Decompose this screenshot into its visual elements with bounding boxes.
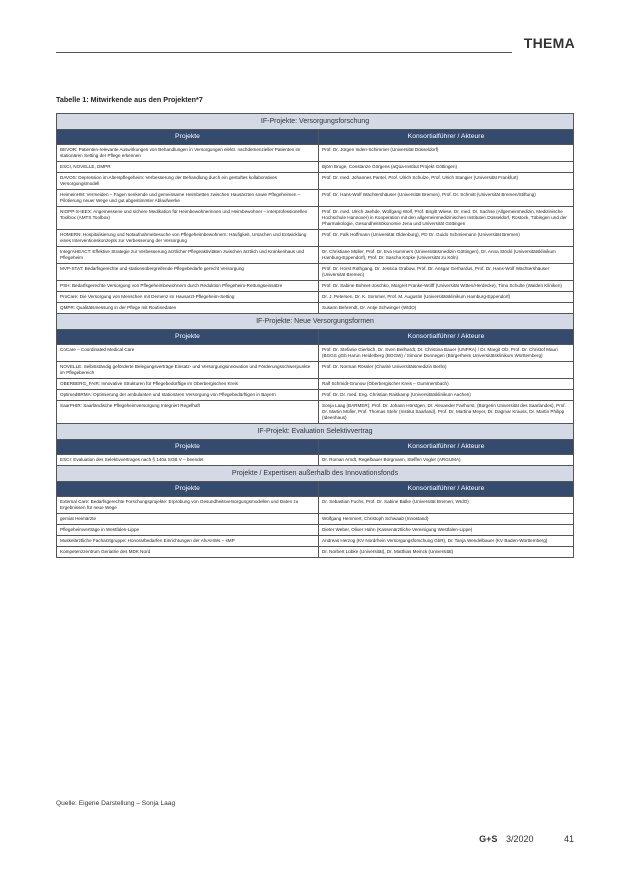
- project-cell: ESCI, NOVELLE, DMPR: [57, 162, 319, 173]
- table-row: [57, 190, 574, 207]
- column-header-row: [57, 330, 574, 345]
- column-header-projects: Projekte: [57, 440, 319, 455]
- column-header-lead: Konsortialführer / Akteure: [319, 482, 574, 497]
- table-row: [57, 145, 574, 162]
- project-cell: NOVELLE: Selbstständig geförderte Belegungsverträge Einsatz- und Versorgungsinnovation und Förderungsschwerpunkte im Pflegebereich: [57, 362, 319, 379]
- table-row: [57, 162, 574, 173]
- column-header-lead: Konsortialführer / Akteure: [319, 130, 574, 145]
- table-row: [57, 230, 574, 247]
- column-header-projects: Projekte: [57, 330, 319, 345]
- column-header-lead: Konsortialführer / Akteure: [319, 440, 574, 455]
- table-body: [57, 114, 574, 558]
- table-row: [57, 379, 574, 390]
- lead-cell: Björn Bruge, Constanze Görgens (aQua-Institut Projekt Göttingen): [319, 162, 574, 173]
- lead-cell: Prof. Dr. med. Johannes Pantel, Prof. Ulrich Schulze, Prof. Ulrich Stangier (Universität Frankfurt): [319, 173, 574, 190]
- lead-cell: Dr. Roman Arndt, Regelbauer Borgmann, Steffen Vogler (ARGUMA): [319, 455, 574, 466]
- journal-brand: G+S: [479, 834, 498, 844]
- table-row: [57, 247, 574, 264]
- lead-cell: Andreas Herzog (KV Nordrhein Versorgungsforschung GbR), Dr. Tanja Wendelbauer (KV Baden-Württemberg): [319, 536, 574, 547]
- project-cell: ProCare: Die Versorgung von Menschen mit Demenz im Hausarzt-Pflegeheim-Setting: [57, 292, 319, 303]
- lead-cell: Dr. Sebastian Fuchs, Prof. Dr. Sabine Balke (Universität Bremen, WIdO): [319, 497, 574, 514]
- lead-cell: Prof. Dr. Sabine Bohnet-Joschko, Margret Franke-Wolff (Universität Witten/Herdecke), Timo Schulte (Walden Kliniken): [319, 281, 574, 292]
- table-row: [57, 207, 574, 230]
- lead-cell: Prof. Dr. Jürgen Inden-Schimmer (Universität Düsseldorf): [319, 145, 574, 162]
- table-row: [57, 362, 574, 379]
- lead-cell: Prof. Dr. Falk Hoffmann (Universität Oldenburg), PD Dr. Guido Schmiemann (Universität Bremen): [319, 230, 574, 247]
- table-row: [57, 264, 574, 281]
- project-cell: ESCI: Evaluation des Selektivvertrages nach § 140a SGB V – beendet: [57, 455, 319, 466]
- table-row: [57, 455, 574, 466]
- project-cell: SaarPHIR: Saarländische Pflegeheimversorgung Integriert Regelhaft: [57, 401, 319, 424]
- section-title: THEMA: [523, 35, 575, 51]
- table-row: [57, 173, 574, 190]
- column-header-row: [57, 130, 574, 145]
- section-title-cell: IF-Projekte: Neue Versorgungsformen: [57, 314, 574, 330]
- project-cell: NIOPP-S-IEEX: Angemessene und sichere Medikation für Heimbewohnerinnen und Heimbewohner – interprofessionellen Toolbox (AMTS Toolbox): [57, 207, 319, 230]
- header-rule: [56, 52, 512, 53]
- lead-cell: Dieter Weber, Oliver Hahn (Kassenärztliche Vereinigung Westfalen-Lippe): [319, 525, 574, 536]
- lead-cell: Dr. Christiane Müller, Prof. Dr. Eva Hummers (Universitätsmedizin Göttingen), Dr. Anna Stöckl (Universitätsklinikum Hamburg-Eppendorf), Prof. Dr. Sascha Köpke (Universität zu Köln): [319, 247, 574, 264]
- source-note: Quelle: Eigene Darstellung – Sonja Laag: [56, 800, 176, 807]
- table-row: [57, 525, 574, 536]
- project-cell: OBERBERG_FAIR: Innovative Strukturen für Pflegebedürftige im Oberbergischen Kreis: [57, 379, 319, 390]
- project-cell: BEVOR: Patienten-relevante Auswirkungen von Behandlungen in Versorgungen elektr. nachdemenzieller Patienten im stationären Setting der Pflege erkennen: [57, 145, 319, 162]
- lead-cell: Prof. Dr. Hans-Wolf Wächtershäuser (Universität Bremen), Prof. Dr. Schmitt (Universität Bremen/Stiftung): [319, 190, 574, 207]
- lead-cell: Prof. Dr. Norman Rössler (Charité Universitätsmedizin Berlin): [319, 362, 574, 379]
- table-row: [57, 514, 574, 525]
- table-row: [57, 547, 574, 558]
- section-header-row: [57, 314, 574, 330]
- table-row: [57, 401, 574, 424]
- column-header-row: [57, 440, 574, 455]
- lead-cell: Ralf Schmidt-Grunow (Oberbergischer Kreis – Gummersbach): [319, 379, 574, 390]
- column-header-lead: Konsortialführer / Akteure: [319, 330, 574, 345]
- section-header-row: [57, 466, 574, 482]
- project-cell: External Care: Bedarfsgerechte Forschungsprojekte: Erprobung von Gesundheitsversorgungsmodellen und Daten zu Ergebnissen für neue Wege: [57, 497, 319, 514]
- section-title-cell: IF-Projekte: Versorgungsforschung: [57, 114, 574, 130]
- lead-cell: Prof. Dr. Horst Rothgang, Dr. Jessica Grabow, Prof. Dr. Ansgar Gerhardus, Prof. Dr. Hans-Wolf Wächtershäuser (Universität Bremen): [319, 264, 574, 281]
- table-row: [57, 390, 574, 401]
- lead-cell: Wolfgang Hemmert, Christoph Schwaab (Innostand): [319, 514, 574, 525]
- table-container: [56, 113, 573, 558]
- project-cell: HeimeinHM: Vermeiden – Fagen senkende und gemeinsame Heimbetten zwischen Hausärzten sowie Pflegeheimen – Pilotierung neuer Wege und gut abgestimmter Ablaufwerke: [57, 190, 319, 207]
- section-title-cell: Projekte / Expertisen außerhalb des Innovationsfonds: [57, 466, 574, 482]
- lead-cell: Susann Behrendt, Dr. Antje Schwinger (WIdO): [319, 303, 574, 314]
- table-row: [57, 281, 574, 292]
- project-cell: gemiat Heimärzte: [57, 514, 319, 525]
- table-row: [57, 292, 574, 303]
- project-cell: CoCare – Coordinated Medical Care: [57, 345, 319, 362]
- section-title-cell: IF-Projekt: Evaluation Selektivvertrag: [57, 424, 574, 440]
- column-header-projects: Projekte: [57, 130, 319, 145]
- contributors-table: [56, 113, 574, 558]
- project-cell: Muskelärztliche Facharztgruppe: Honorarbedarfen Einrichtungen der AfvAHWs – sMP: [57, 536, 319, 547]
- table-row: [57, 536, 574, 547]
- project-cell: Kompetenzzentrum Geriatrie des MDK Nord: [57, 547, 319, 558]
- column-header-row: [57, 482, 574, 497]
- page-footer: [479, 834, 574, 844]
- lead-cell: Prof. Dr. Stefanie Gierlach, Dr. Sven Beilhardt, Dr. Christina Bauer (UNFRA) / Dr. Margit Olz, Prof. Dr. Christof Mauri (BGGS gGb Harun Heidelberg (BGGW) / Simone Donnegen (Bürgerheim Universitätsklinikum Württemberg): [319, 345, 574, 362]
- lead-cell: Prof. Dr. Dr. med. Eng. Christian Raiskamp (Universitätsklinikum Aachen): [319, 390, 574, 401]
- column-header-projects: Projekte: [57, 482, 319, 497]
- project-cell: HOMERN: Hospitalisierung und Notaufnahmebesuche von Pflegeheimbewohnern: Häufigkeit, Ursachen und Entwicklung eines Interventionskonzepts zur Verbesserung der Versorgung: [57, 230, 319, 247]
- project-cell: IntegrAHEACT: Effektive Strategie zur Verbesserung ärztlicher Pflegeaktivitäten zwischen ärztlich und Krankenhaus und Pflegeheim: [57, 247, 319, 264]
- project-cell: QMPR: Qualitätsmessung in der Pflege mit Routinedaten: [57, 303, 319, 314]
- table-row: [57, 303, 574, 314]
- project-cell: PSH: Bedarfsgerechte Versorgung von Pflegeheimbewohnern durch Reduktion Pflegeheim-Rettungseinsätze: [57, 281, 319, 292]
- lead-cell: Dr. Norbert Lübke (Universität), Dr. Matthias Meinck (Universität): [319, 547, 574, 558]
- table-caption: Tabelle 1: Mitwirkende aus den Projekten*7: [56, 95, 203, 104]
- project-cell: DAVOS: Depression im Alterspflegeheim: Verbesserung der Behandlung durch ein gestuftes kollaboratives Versorgungsmodell: [57, 173, 319, 190]
- table-row: [57, 345, 574, 362]
- lead-cell: Sonja Laag (BARMER), Prof. Dr. Johann Hörstgen, Dr. Alexander Fairhurst, (Bürgerin Universität des Saarlandes), Prof. Dr. Martin Müller, Prof. Thomas Stehr (Institut Saarland), Prof. Dr. Martina Meyer, Dr. Dagmar Krauss, Dr. Martin Philipp (Ideenhaus): [319, 401, 574, 424]
- project-cell: OptimedBRMA: Optimierung der ambulanten und stationären Versorgung von Pflegebedürftigen in Bayern: [57, 390, 319, 401]
- project-cell: Pflegeheimverträge in Westfalen-Lippe: [57, 525, 319, 536]
- journal-issue: 3/2020: [505, 834, 534, 844]
- section-header-row: [57, 424, 574, 440]
- lead-cell: Dr. J. Petersen, Dr. K. Sommer, Prof. M. Augustin (Universitätsklinikum Hamburg-Eppendorf): [319, 292, 574, 303]
- project-cell: MVP-STAT: Bedarfsgerechte und stationsübergreifende Pflegebedarfe gerecht Versorgung: [57, 264, 319, 281]
- section-header-row: [57, 114, 574, 130]
- table-row: [57, 497, 574, 514]
- lead-cell: Prof. Dr. med. Ulrich Jaehde, Wolfgang Wolf, Prof. Birgitt Wiese, Dr. med. Dr. Sachse (Allgemeinmedizin, Medizinische Hochschule Hannover) in Kooperation mit den allgemeinmedizinischen Instituten Düsseldorf, Rostock, Tübingen und der Pharmakologie, Gesundheitsökonomie Jena und Universität Göttingen: [319, 207, 574, 230]
- page-number: 41: [563, 834, 574, 844]
